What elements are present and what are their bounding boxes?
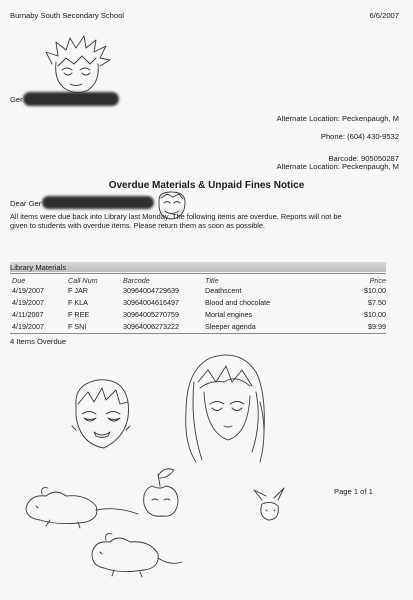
boy-face-sketch (68, 376, 138, 456)
table-cell: $9.99 (368, 322, 386, 331)
table-cell: 4/11/2007 (12, 310, 44, 319)
alternate-location: Alternate Location: Peckenpaugh, M (276, 114, 399, 123)
table-cell: Blood and chocolate (205, 298, 271, 307)
table-cell: 30964005270759 (123, 310, 179, 319)
notice-title: Overdue Materials & Unpaid Fines Notice (108, 180, 305, 191)
recipient-name: Ger (10, 95, 23, 104)
salutation: Dear Ger (10, 199, 42, 208)
section-title: Library Materials (10, 263, 67, 272)
apple-creature-sketch (138, 464, 184, 520)
table-cell: 30964006273222 (123, 322, 179, 331)
table-cell: Deathscent (205, 286, 242, 295)
small-creature-sketch (252, 486, 286, 528)
table-cell: F JAR (68, 286, 88, 295)
col-due: Due (12, 276, 26, 285)
table-cell: $10.00 (364, 310, 386, 319)
col-barcode: Barcode (123, 276, 150, 285)
table-cell: F REE (68, 310, 90, 319)
overdue-summary: 4 Items Overdue (10, 337, 67, 346)
table-cell: $7.50 (368, 298, 386, 307)
redaction-bar (23, 92, 119, 106)
table-cell: 4/19/2007 (12, 298, 44, 307)
school-name: Burnaby South Secondary School (10, 11, 124, 20)
table-cell: 4/19/2007 (12, 286, 44, 295)
notice-body: All items were due back into Library last Monday. The following items are overdue. Reports will not be given to students with overdue items. Please return them as soon as possible. (10, 212, 342, 231)
table-cell: Mortal engines (205, 310, 253, 319)
redaction-bar-2 (42, 196, 154, 209)
table-cell: 4/19/2007 (12, 322, 44, 331)
long-hair-girl-sketch (180, 352, 270, 472)
table-cell: Sleeper agenda (205, 322, 256, 331)
page-number: Page 1 of 1 (334, 487, 373, 496)
table-cell: 30964004729639 (123, 286, 179, 295)
notice-date: 6/6/2007 (369, 11, 399, 20)
rat-sketch-upper (20, 484, 140, 530)
phone-number: Phone: (604) 430-9532 (320, 132, 399, 141)
rat-sketch-lower (86, 528, 186, 578)
barcode: Barcode: 905050287 (328, 154, 399, 163)
table-cell: F KLA (68, 298, 88, 307)
col-call-num: Call Num (68, 276, 98, 285)
alternate-location-2: Alternate Location: Peckenpaugh, M (276, 162, 399, 171)
table-cell: 30964004616497 (123, 298, 179, 307)
table-cell: F SNI (68, 322, 87, 331)
col-price: Price (369, 276, 386, 285)
table-cell: $10.00 (364, 286, 386, 295)
col-title: Title (205, 276, 219, 285)
